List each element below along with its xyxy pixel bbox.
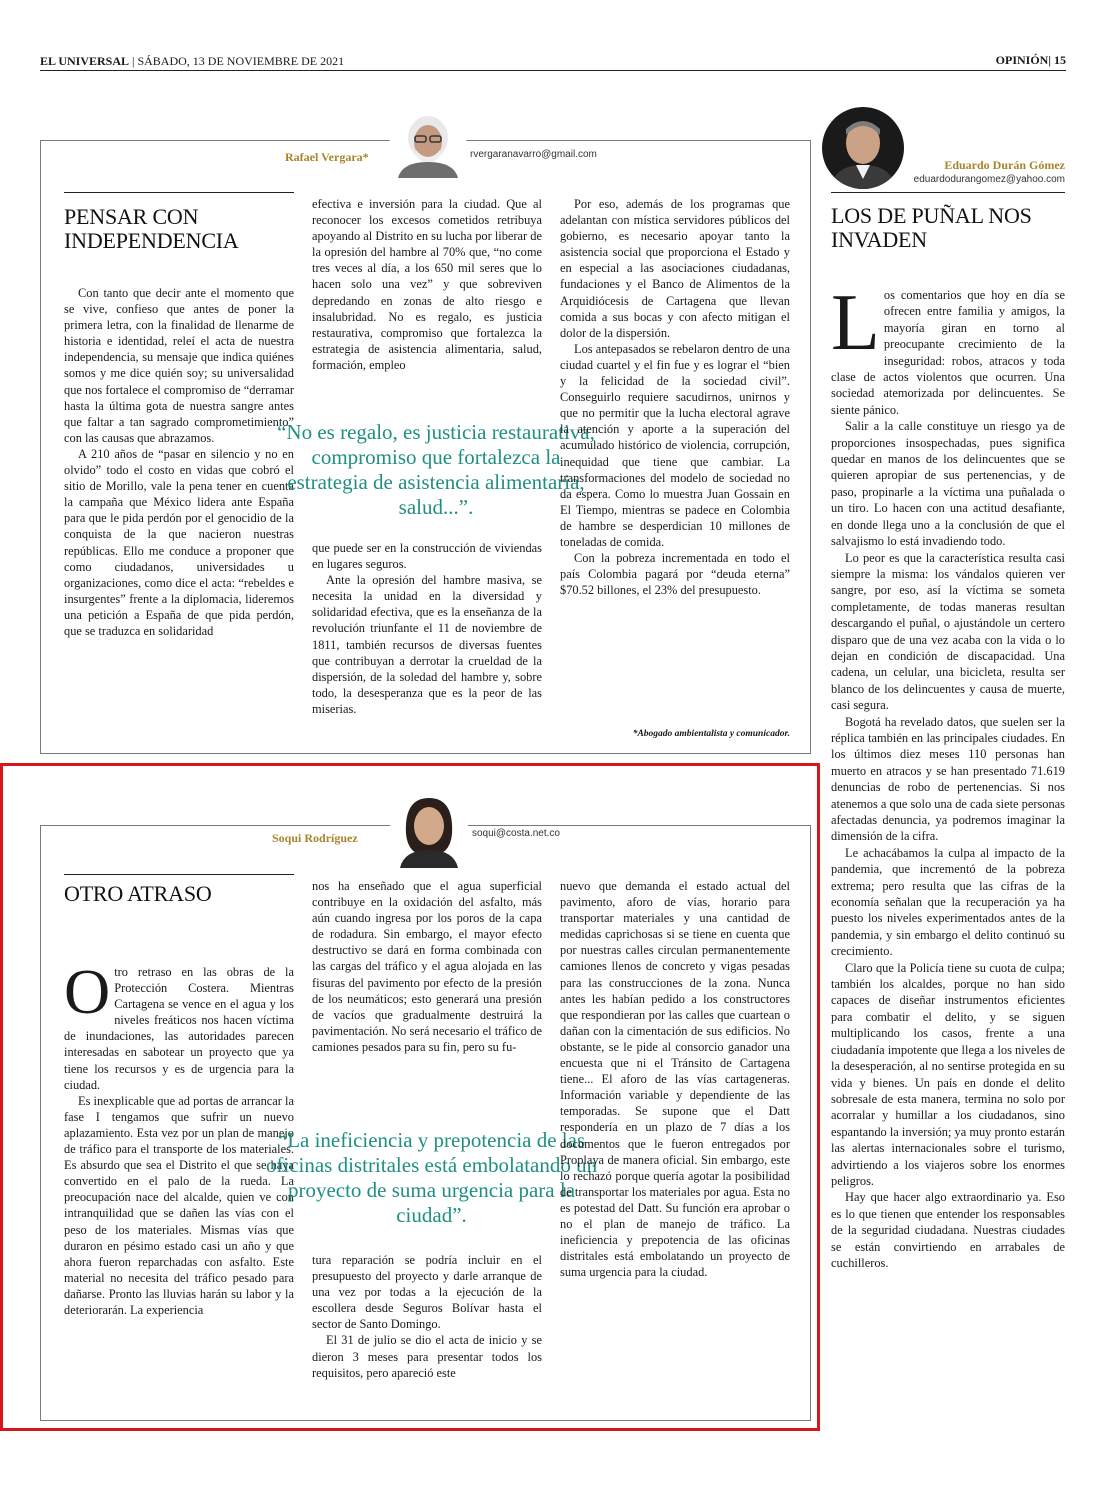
paragraph: A 210 años de “pasar en silencio y no en olvido” todo el costo en vidas que cobró el sitio de Morillo, vale la pena tener en cuenta la campaña que México lidera ante España para que le pida perdón por el genocidio de la conquista de la que nacieron nuestras repúblicas. Ello me conduce a proponer que como ciudadanos, universidades u organizaciones, como dice el acta: “rebeldes e insurgentes” frente a la diplomacia, lideremos una petición a España de que pida perdón, que se traduzca en solidaridad <box>64 446 294 638</box>
article-2-column-2-bottom <box>312 1252 542 1381</box>
paragraph: efectiva e inversión para la ciudad. Que al reconocer los excesos cometidos retribuya apoyando al Distrito en su lucha por liberar de la opresión del hambre al 70% que, “no come tres veces al día, a los 650 mil seres que lo hacen solo una vez” y que sobreviven depredando en zonas de alto riesgo e insalubridad. No es regalo, es justicia restaurativa, compromiso que fortalezca la estrategia de asistencia alimentaria, salud, formación, empleo <box>312 197 542 372</box>
masthead-right: OPINIÓN| 15 <box>995 53 1066 67</box>
article-2-column-3 <box>560 878 790 1280</box>
paragraph: Hay que hacer algo extraordinario ya. Eso es lo que tienen que entender los responsables de la seguridad ciudadana. Nuestras ciudades se están convirtiendo en arrabales de cuchilleros. <box>831 1190 1065 1270</box>
sidebar-author: Eduardo Durán Gómez <box>944 158 1065 172</box>
article-1-author-photo <box>388 112 468 178</box>
article-2-dropcap: O <box>64 956 111 1027</box>
article-1-headline: PENSAR CON INDEPENDENCIA <box>64 204 239 253</box>
paragraph: Salir a la calle constituye un riesgo ya de proporciones insospechadas, pues significa quedar en manos de los delincuentes que se quieren apropiar de sus pertenencias, y de paso, propinarle a la víctima una puñalada o un tiro. Lo hacen con una actitud desafiante, en donde llega uno a la conclusión de que el salvajismo lo está invadiendo todo. <box>831 419 1065 549</box>
paragraph: tura reparación se podría incluir en el presupuesto del proyecto y darle arranque de una vez por todas a la ejecución de la escollera desde Seguros Bolívar hasta el sector de Santo Domingo. <box>312 1253 542 1332</box>
article-2-pullquote: “La ineficiencia y prepotencia de las oficinas distritales está embolatando un proyecto de suma urgencia para la ciudad”. <box>265 1128 598 1227</box>
sidebar-dropcap: L <box>831 279 880 367</box>
paragraph: Claro que la Policía tiene su cuota de culpa; también los alcaldes, porque no han sido capaces de diseñar instrumentos eficientes para combatir el delito, y se siguen multiplicando los casos, frente a una ciudadanía impotente que llega a los niveles de la desesperación, al no sentirse protegida en su vida y bienes. Un país en donde el delito sobresale de esta manera, termina no solo por acorralar y humillar a los ciudadanos, sino espantando la inversión; ya muy pronto estarán las alertas internacionales sobre el turismo, advirtiendo a los viajeros sobre los enormes peligros. <box>831 960 1065 1188</box>
article-1-column-3 <box>560 196 790 598</box>
top-rule <box>40 70 1066 71</box>
article-1-column-1 <box>64 285 294 639</box>
masthead-left: EL UNIVERSAL | SÁBADO, 13 DE NOVIEMBRE DE 2021 <box>40 54 345 68</box>
article-1-pullquote: “No es regalo, es justicia restaurativa, compromiso que fortalezca la estrategia de asistencia alimentaria, salud...”. <box>277 420 595 519</box>
paper-name: EL UNIVERSAL <box>40 54 130 68</box>
paragraph: que puede ser en la construcción de viviendas en lugares seguros. <box>312 541 542 572</box>
paragraph: El 31 de julio se dio el acta de inicio y se dieron 3 meses para presentar todos los requisitos, pero apareció este <box>312 1333 542 1380</box>
sidebar-email: eduardodurangomez@yahoo.com <box>913 174 1065 185</box>
paragraph: Le achacábamos la culpa al impacto de la pandemia, que incrementó de la pobreza extrema; pero resulta que las cifras de la economía señalan que la recuperación ya ha puesto los niveles experimentados antes de la pandemia, y sin embargo el delito continuó su crecimiento. <box>831 845 1065 959</box>
article-2-author-photo <box>390 790 468 868</box>
paragraph: nos ha enseñado que el agua superficial contribuye en la oxidación del asfalto, más aún cuando ingresa por los poros de la capa de rodadura. Sin embargo, el mayor efecto destructivo se dará en forma combinada con las cargas del tráfico y el agua alojada en las fisuras del pavimento por efecto de la presión de los neumáticos; esto generará una presión de vacíos que gradualmente destruirá la pavimentación. No será necesario el tráfico de camiones pesados para su fin, pero su fu- <box>312 879 542 1054</box>
article-1-column-2-bottom <box>312 540 542 717</box>
paragraph: os comentarios que hoy en día se ofrecen entre familia y amigos, la mayoría giran en torno al preocupante crecimiento de la inseguridad: robos, atracos y toda clase de actos violentos que ocurren. Una sociedad atemorizada por delincuentes. Se siente pánico. <box>831 288 1065 417</box>
sidebar-body <box>831 279 1065 1271</box>
paragraph: Lo peor es que la característica resulta casi siempre la misma: los vándalos quieren ver sangre, por eso, así la víctima se someta completamente, de todas maneras resultan descargando el puñal, o ajustándole un certero disparo que de una vez acaba con la vida o lo dejan en condición de discapacidad. Una cadena, un celular, una bicicleta, resulta ser blanco de los delincuentes y causa de muerte, casi segura. <box>831 550 1065 713</box>
sidebar-headline: LOS DE PUÑAL NOS INVADEN <box>831 203 1032 252</box>
article-1-column-2-top <box>312 196 542 373</box>
article-2-author: Soqui Rodríguez <box>272 831 358 845</box>
page-number: 15 <box>1054 53 1066 67</box>
article-1-footnote: *Abogado ambientalista y comunicador. <box>632 729 790 739</box>
paragraph: Con tanto que decir ante el momento que se vive, confieso que antes de poner la primera letra, con la finalidad de llenarme de historia e identidad, releí el acta de nuestra independencia, su mensaje que indica quiénes somos y me dice quién soy; su universalidad que nos fortalece el compromiso de “derramar hasta la última gota de nuestra sangre antes que faltar a tan sagrado comprometimiento” con las causas que abrazamos. <box>64 286 294 445</box>
article-2-column-2-top <box>312 878 542 1055</box>
paragraph: nuevo que demanda el estado actual del pavimento, aforo de vías, horario para transportar materiales y una cantidad de medidas caprichosas si se tiene en cuenta que por nuestras calles circulan permanentemente camiones llenos de concreto y vigas pesadas para las construcciones de la zona. Nunca antes les habían pedido a los constructores que respondieran por las calles que cuartean o dañan con la cimentación de sus edificios. No obstante, se le pide al consorcio ganador una encuesta que ni el Tránsito de Cartagena tiene... El aforo de las vías cartageneras. Información variable y dependiente de las temporadas. Se supone que el Datt respondería en un plazo de 7 días a los documentos que le fueron entregados por Proplaya de manera oficial. Sin embargo, este lo rechazó porque quería agotar la posibilidad de transportar los materiales por agua. Esta no es potestad del Datt. Su función era aprobar o no el plan de manejo de tráfico. La ineficiencia y prepotencia de las oficinas distritales está embolatando un proyecto de suma urgencia para la ciudad. <box>560 879 790 1280</box>
sidebar-headline-rule <box>831 192 1065 193</box>
sidebar-author-photo <box>822 107 904 189</box>
article-2-headline: OTRO ATRASO <box>64 881 212 906</box>
paragraph: Con la pobreza incrementada en todo el país Colombia pagará por “deuda eterna” $70.52 billones, el 23% del presupuesto. <box>560 551 790 598</box>
paragraph: Ante la opresión del hambre masiva, se necesita la unidad en la diversidad y solidaridad efectiva, que es la enseñanza de la revolución triunfante el 11 de noviembre de 1811, también recursos de diversas fuentes que contribuyan a derrotar la crueldad de la dispersión, de la soledad del hambre y, sobre todo, la desesperanza que es la peor de las miserias. <box>312 573 542 716</box>
paragraph: Bogotá ha revelado datos, que suelen ser la réplica también en las principales ciudades. En los últimos diez meses 110 personas han muerto en atracos y se han presentado 71.619 denuncias de robo de pertenencias. Si nos atenemos a que solo una de cada siete personas afectadas denuncia, ya podremos imaginar la dimensión de la cifra. <box>831 714 1065 844</box>
article-1-email: rvergaranavarro@gmail.com <box>470 149 597 160</box>
article-2-email: soqui@costa.net.co <box>472 828 560 839</box>
paragraph: Los antepasados se rebelaron dentro de una ciudad cuartel y el fin fue y es lograr el “bien y la felicidad de la sociedad civil”. Conseguirlo requiere sacudirnos, unirnos y que no permitir que la lucha electoral agrave la atención y aporte a la superación del acumulado histórico de violencia, corrupción, inequidad que tiene que cambiar. La transformaciones del modelo de sociedad no da espera. Como lo muestra Juan Gossain en El Tiempo, mientras se padece en Colombia de hambre se desperdician 10 millones de toneladas de comida. <box>560 341 790 549</box>
article-1-author: Rafael Vergara* <box>285 150 369 164</box>
paragraph: Es inexplicable que ad portas de arrancar la fase I tengamos que sufrir un nuevo aplazamiento. Esta vez por un plan de manejo de tráfico para el transporte de los materiales. Es absurdo que sea el Distrito el que se haya convertido en el palo de la rueda. La preocupación nace del alcalde, quien ve con intranquilidad que se dañen las vías con el peso de los materiales. Mismas vías que duraron en pésimo estado casi un año y que ahora fueron reparchadas con asfalto. Este material no necesita del tráfico pesado para dañarse. Pronto las lluvias harán su labor y la deteriorarán. La experiencia <box>64 1093 294 1317</box>
paragraph: Por eso, además de los programas que adelantan con mística servidores públicos del gobierno, es necesario apoyar tanto la asistencia social que proporciona el Estado y en especial a las asociaciones ciudadanas, fundaciones y el Banco de Alimentos de la Arquidiócesis de Cartagena que llevan comida a sus bocas y con afecto mitigan el dolor de la dispersión. <box>560 197 790 340</box>
article-1-headline-rule <box>64 192 294 193</box>
issue-date: SÁBADO, 13 DE NOVIEMBRE DE 2021 <box>137 54 345 68</box>
paragraph: tro retraso en las obras de la Protección Costera. Mientras Cartagena se vence en el agua y los niveles freáticos nos hacen víctima de inundaciones, las autoridades parecen interesadas en sabotear un proyecto que ya tiene los recursos y es de urgencia para la ciudad. <box>64 965 294 1092</box>
section-name: OPINIÓN <box>995 53 1049 67</box>
article-2-headline-rule <box>64 874 294 875</box>
